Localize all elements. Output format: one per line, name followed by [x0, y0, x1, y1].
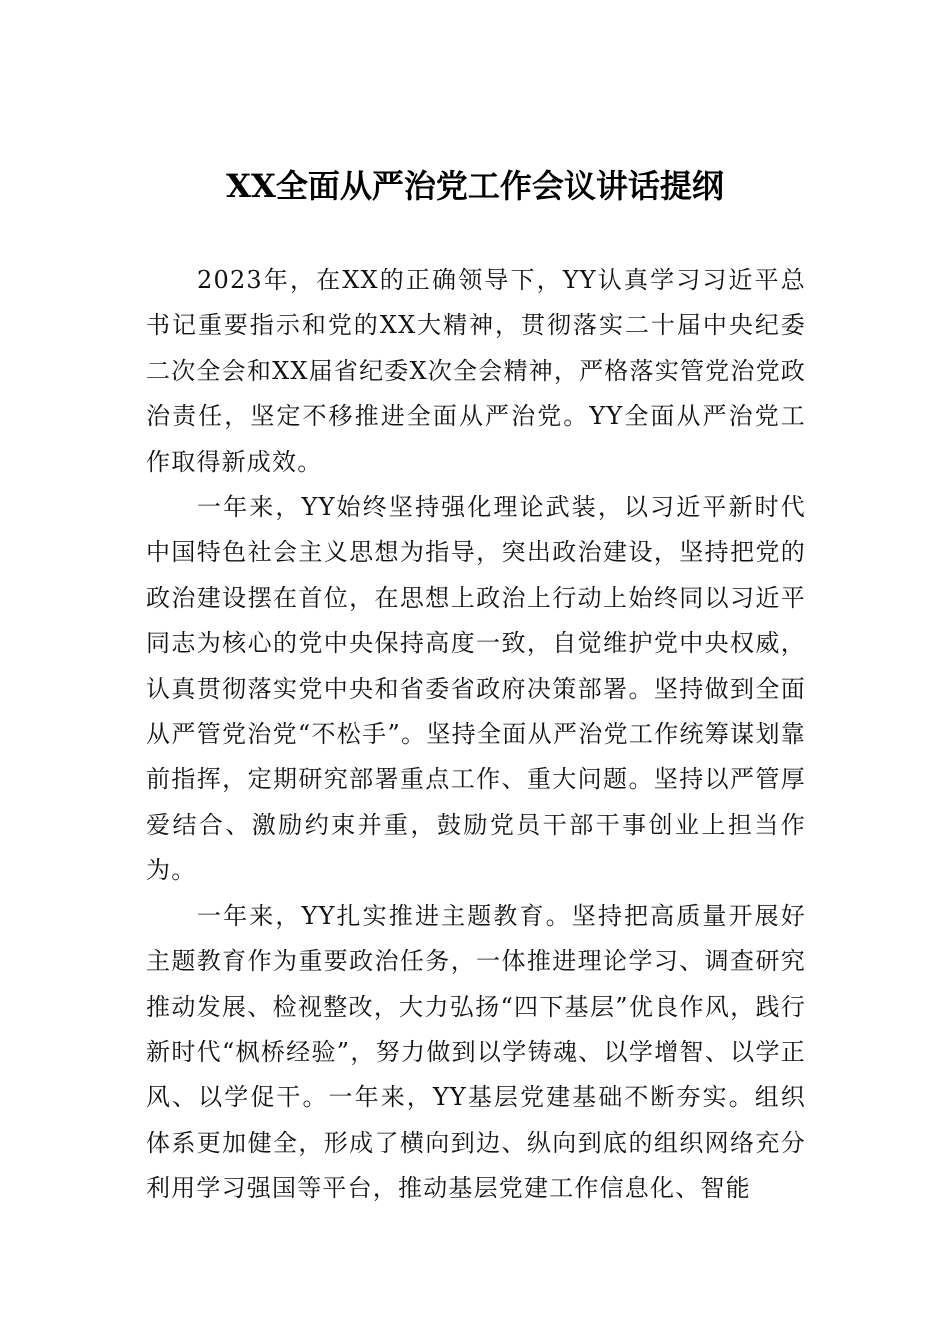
- paragraph-3: 一年来，YY扎实推进主题教育。坚持把高质量开展好主题教育作为重要政治任务，一体推进理论学习、调查研究推动发展、检视整改，大力弘扬“四下基层”优良作风，践行新时代“枫桥经验”，努力做到以学铸魂、以学增智、以学正风、以学促干。一年来，YY基层党建基础不断夯实。组织体系更加健全，形成了横向到边、纵向到底的组织网络充分利用学习强国等平台，推动基层党建工作信息化、智能: [146, 901, 806, 1203]
- document-body: [146, 258, 806, 1212]
- document-title: XX全面从严治党工作会议讲话提纲: [226, 167, 724, 205]
- paragraph-1: 2023年，在XX的正确领导下，YY认真学习习近平总书记重要指示和党的XX大精神，贯彻落实二十届中央纪委二次全会和XX届省纪委X次全会精神，严格落实管党治党政治责任，坚定不移推进全面从严治党。YY全面从严治党工作取得新成效。: [146, 266, 806, 476]
- paragraph-2: 一年来，YY始终坚持强化理论武装，以习近平新时代中国特色社会主义思想为指导，突出政治建设，坚持把党的政治建设摆在首位，在思想上政治上行动上始终同以习近平同志为核心的党中央保持高度一致，自觉维护党中央权威，认真贯彻落实党中央和省委省政府决策部署。坚持做到全面从严管党治党“不松手”。坚持全面从严治党工作统筹谋划靠前指挥，定期研究部署重点工作、重大问题。坚持以严管厚爱结合、激励约束并重，鼓励党员干部干事创业上担当作为。: [146, 493, 806, 885]
